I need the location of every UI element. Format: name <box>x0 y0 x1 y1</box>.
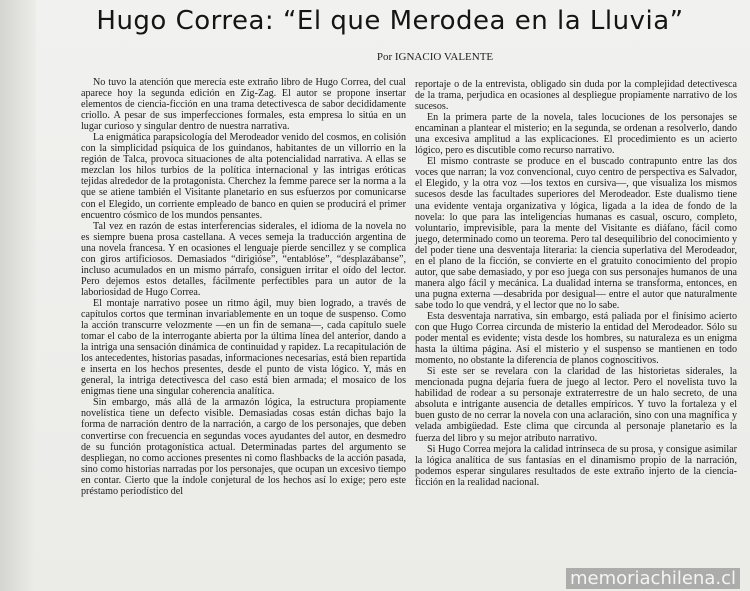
paragraph: En la primera parte de la novela, tales locuciones de los personajes se encaminan a plantear el misterio; en la segunda, se ordenan a resolverlo, dando una excesiva amplitud a las explicaciones. El procedimiento es un acierto lógico, pero es discutible como recurso narrativo. <box>415 112 737 157</box>
article-byline: Por IGNACIO VALENTE <box>376 51 494 63</box>
paragraph: La enigmática parapsicología del Merodeador venido del cosmos, en colisión con la simplicidad psíquica de los guindanos, habitantes de un villorrio en la región de Talca, provoca situaciones de alta potencialidad narrativa. A ellas se mezclan los hilos turbios de la política internacional y las intrigas eróticas tejidas alrededor de la protagonista. Cherchez la femme parece ser la norma a la que se atiene también el Visitante planetario en sus esfuerzos por comunicarse con el Elegido, un corriente empleado de banco en quien se producirá el primer encuentro cósmico de los mundos pensantes. <box>81 132 406 221</box>
paragraph: El mismo contraste se produce en el buscado contrapunto entre las dos voces que narran; la voz convencional, cuyo centro de perspectiva es Salvador, el Elegido, y la otra voz —los textos en cursiva—, que visualiza los mismos sucesos desde las facultades superiores del Merodeador. Este dualismo tiene una evidente ventaja organizativa y lógica, ligada a la idea de fondo de la novela: lo que para las inteligencias humanas es casual, oscuro, completo, voluntario, imprevisible, para la mente del Visitante es diáfano, fácil como juego, determinado como un teorema. Pero tal desequilibrio del conocimiento y del poder tiene una desventaja literaria: la ciencia superlativa del Merodeador, en el plano de la ficción, se convierte en el gratuito conocimiento del propio autor, que sabe demasiado, y por eso juega con sus personajes humanos de una manera algo fácil y mecánica. La dualidad interna se transforma, entonces, en una pugna externa —desabrida por desigual— entre el autor que naturalmente sabe todo lo que vendrá, y el lector que no lo sabe. <box>415 156 737 311</box>
source-watermark: memoriachilena.cl <box>566 568 740 589</box>
paragraph: Tal vez en razón de estas interferencias siderales, el idioma de la novela no es siempre buena prosa castellana. A veces semeja la traducción argentina de una novela francesa. Y en ocasiones el lenguaje pierde sencillez y se complica con giros artificiosos. Demasiados “dirigióse”, “entablóse”, “desplazábanse”, incluso acumulados en un mismo párrafo, consiguen irritar el oído del lector. Pero dejemos estos detalles, fácilmente perfectibles para un autor de la laboriosidad de Hugo Correa. <box>81 220 406 298</box>
left-column <box>81 77 406 497</box>
page-edge-shadow <box>0 0 36 591</box>
paragraph: reportaje o de la entrevista, obligado sin duda por la complejidad detectivesca de la trama, perjudica en ocasiones al despliegue propiamente narrativo de los sucesos. <box>415 79 737 113</box>
right-column <box>415 79 737 488</box>
paragraph: Esta desventaja narrativa, sin embargo, está paliada por el finísimo acierto con que Hugo Correa circunda de misterio la entidad del Merodeador. Sólo su poder mental es evidente; vista desde los hombres, su naturaleza es un enigma hasta la última página. Así el misterio y el suspenso se mantienen en todo momento, no obstante la diferencia de planos cognoscitivos. <box>415 310 737 367</box>
paragraph: El montaje narrativo posee un ritmo ágil, muy bien logrado, a través de capítulos cortos que terminan invariablemente en un toque de suspenso. Como la acción transcurre velozmente —en un fin de semana—, cada capítulo suele tomar el cabo de la interrogante abierta por la última línea del anterior, dando a la intriga una sensación dinámica de continuidad y rapidez. La recapitulación de los antecedentes, historias pasadas, informaciones necesarias, está bien repartida e inserta en los hechos presentes, desde el punto de vista lógico. Y, más en general, la intriga detectivesca del caso está bien armada; el mosaico de los enigmas tiene una singular coherencia analítica. <box>81 297 406 398</box>
paragraph: No tuvo la atención que merecía este extraño libro de Hugo Correa, del cual aparece hoy la segunda edición en Zig-Zag. El autor se propone insertar elementos de ciencia-ficción en una trama detectivesca de sabor decididamente criollo. A pesar de sus imperfecciones formales, esta empresa lo sitúa en un lugar curioso y singular dentro de nuestra narrativa. <box>81 77 406 133</box>
paragraph: Si Hugo Correa mejora la calidad intrínseca de su prosa, y consigue asimilar la lógica analítica de sus fantasías en el dinamismo propio de la narración, podemos esperar singulares resultados de este extraño injerto de la ciencia-ficción en la realidad nacional. <box>415 443 737 488</box>
article-headline: Hugo Correa: “El que Merodea en la Lluvia” <box>96 6 684 36</box>
paragraph: Sin embargo, más allá de la armazón lógica, la estructura propiamente novelística tiene un defecto visible. Demasiadas cosas están dichas bajo la forma de narración dentro de la narración, a cargo de los personajes, que deben convertirse con frecuencia en segundas voces ayudantes del autor, en desmedro de su función protagonística actual. Determinadas partes del argumento se despliegan, no como acciones presentes ni como flashbacks de la acción pasada, sino como historias narradas por los personajes, que ocupan un excesivo tiempo en contar. Cierto que la índole conjetural de los hechos así lo exige; pero este préstamo periodístico del <box>81 397 406 497</box>
paragraph: Si este ser se revelara con la claridad de las historietas siderales, la mencionada pugna dejaría fuera de juego al lector. Pero el novelista tuvo la habilidad de rodear a su personaje extraterrestre de un halo secreto, de una absoluta e intrigante ausencia de detalles empíricos. Y tuvo la fortaleza y el buen gusto de no cerrar la novela con una aclaración, sino con una magnífica y velada ambigüedad. Este clima que circunda al personaje planetario es la fuerza del libro y su mejor atributo narrativo. <box>415 366 737 444</box>
